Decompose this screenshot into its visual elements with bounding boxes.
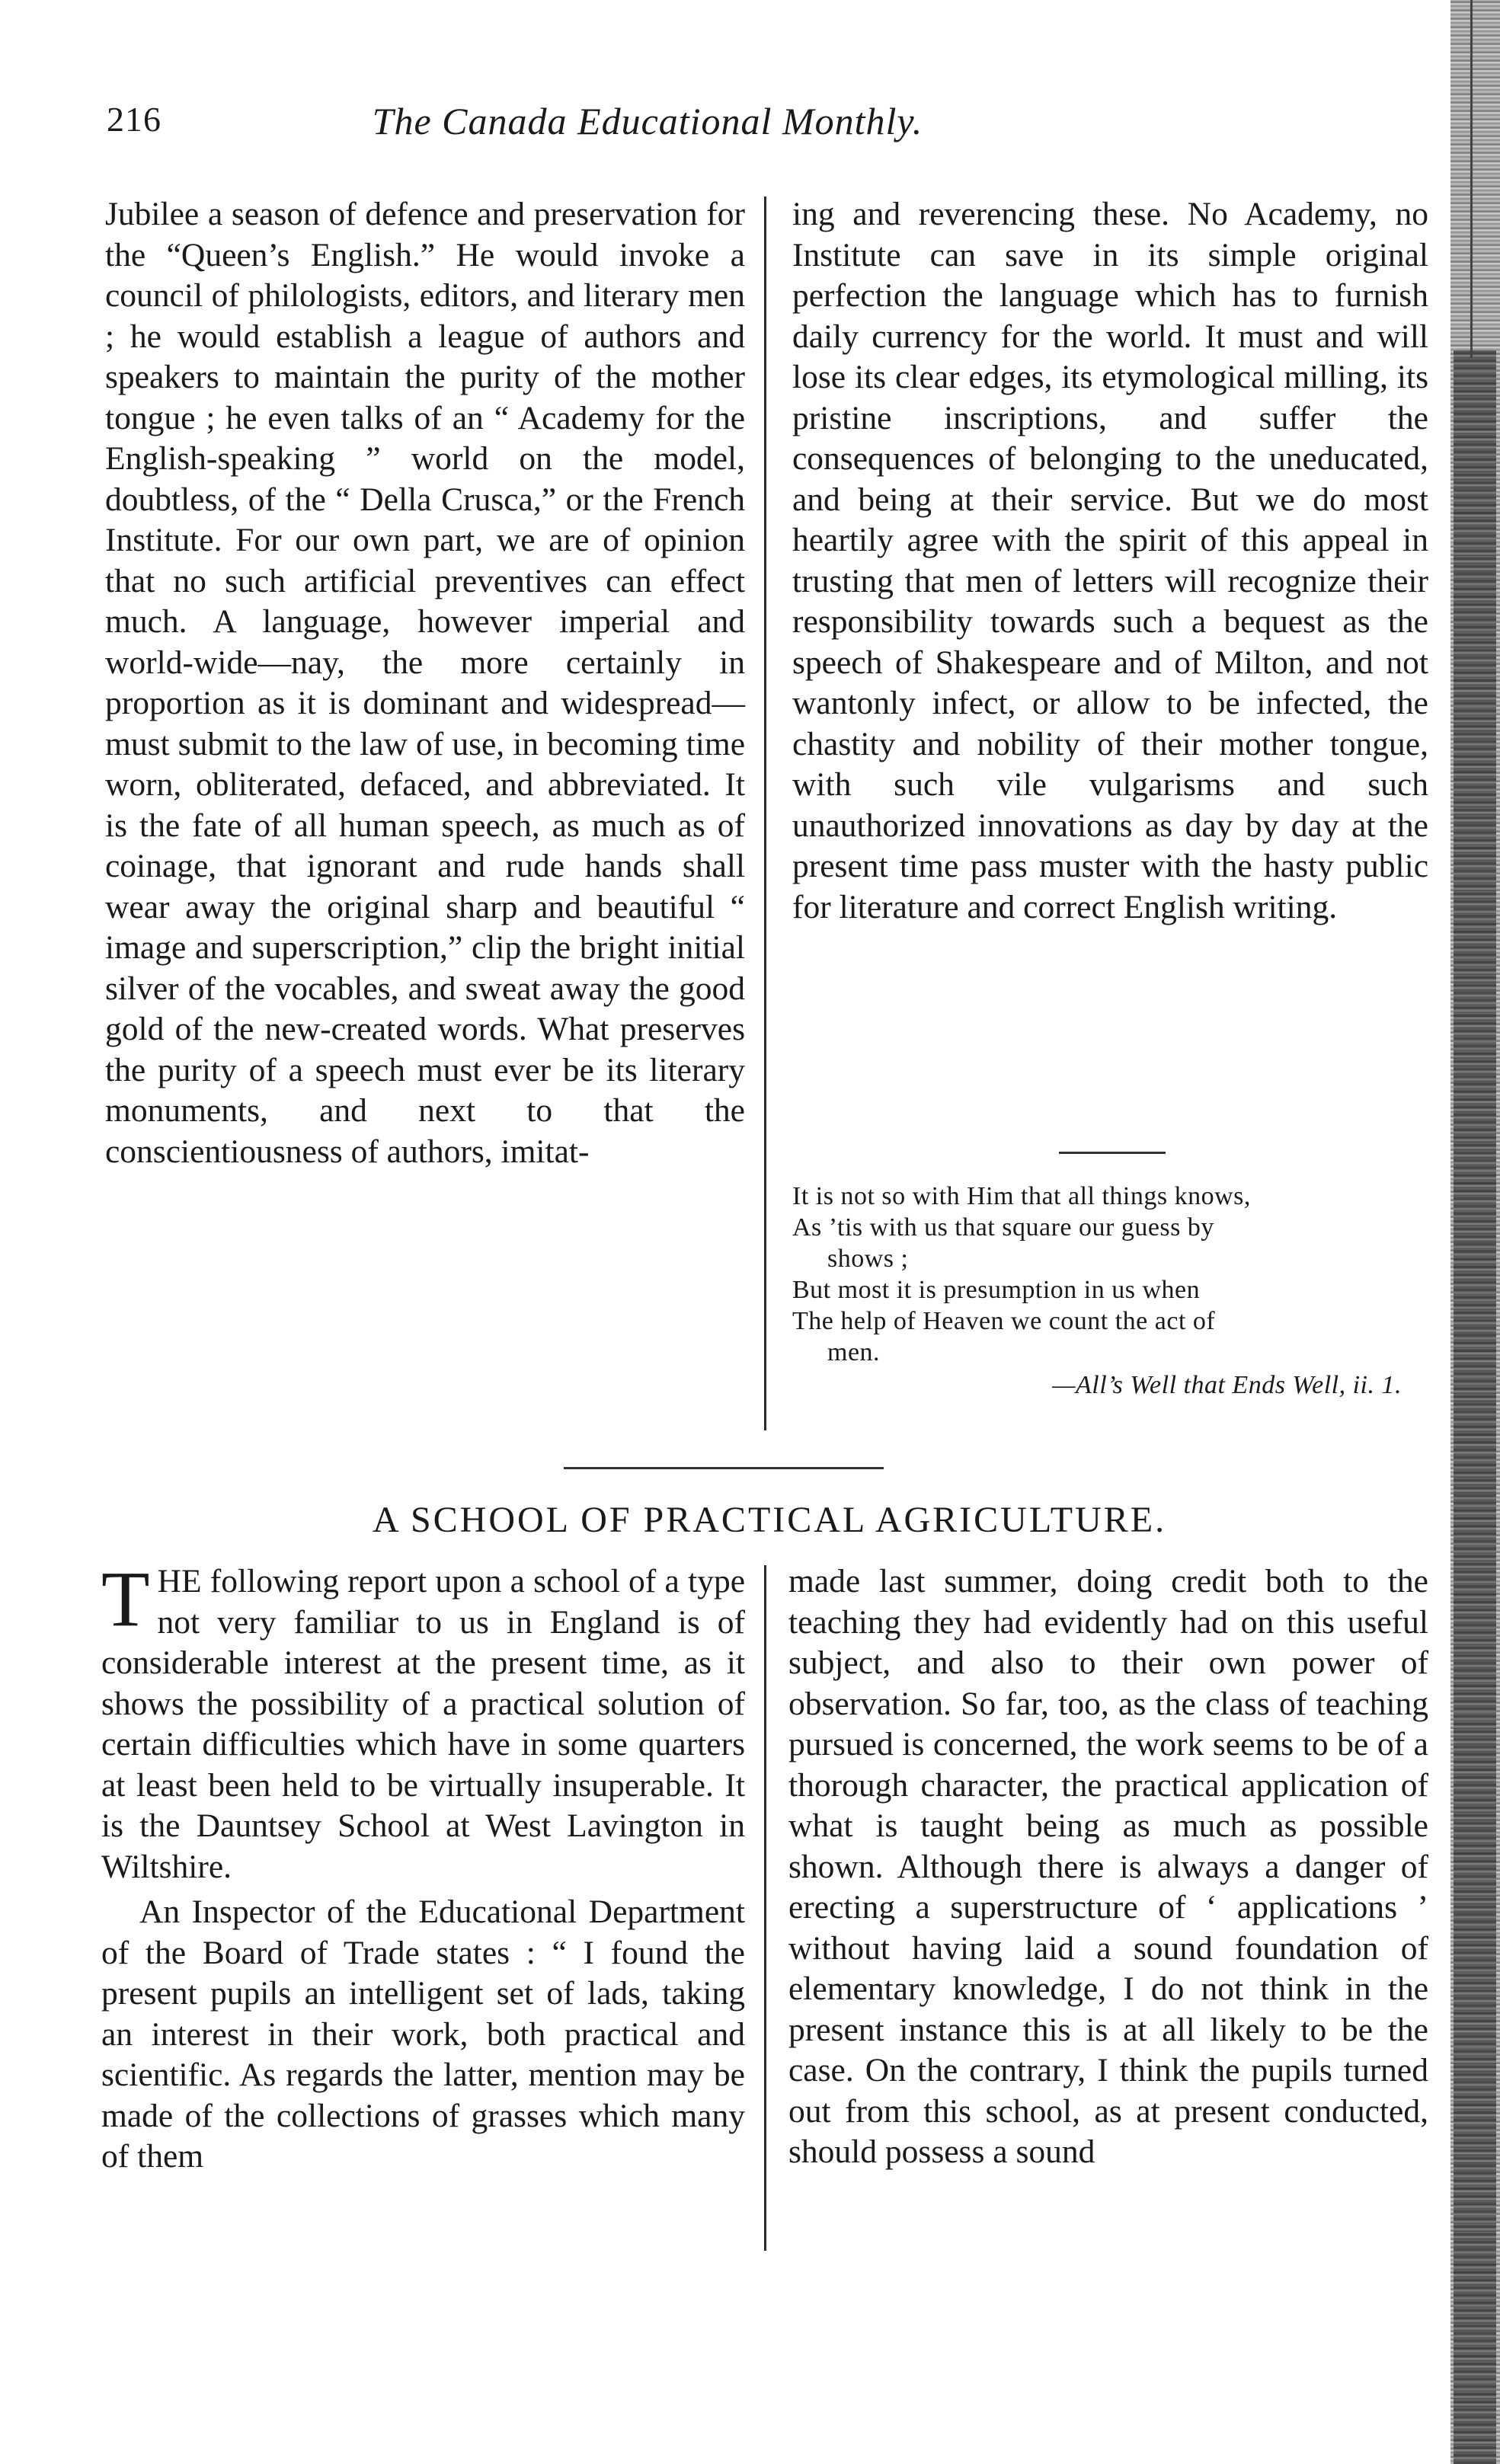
top-right-paragraph: ing and reverencing these. No Academy, no Institute can save in its simple original perfection the language which has to furnish daily currency for the world. It must and will lose its clear edges, its etymological milling, its pristine inscriptions, and suffer the consequences of belonging to the uneducated, and being at their service. But we do most heartily agree with the spirit of this appeal in trusting that men of letters will recognize their responsibility towards such a bequest as the speech of Shakespeare and of Milton, and not wantonly infect, or allow to be infected, the chastity and nobility of their mother tongue, with such vile vulgarisms and such unauthorized innovations as day by day at the present time pass muster with the hasty public for literature and correct English writing. (792, 196, 1428, 925)
page-number: 216 (107, 100, 162, 139)
quote-line: But most it is presumption in us when (792, 1276, 1201, 1304)
quote-line: It is not so with Him that all things knows, (792, 1182, 1251, 1210)
bottom-right-column (788, 1561, 1428, 2173)
drop-cap: T (101, 1555, 150, 1643)
page-edge-line (1470, 0, 1473, 358)
quote-line-continuation: shows ; (827, 1245, 909, 1273)
article-intro-paragraph (101, 1555, 745, 1887)
article-paragraph: An Inspector of the Educational Department of the Board of Trade states : “ I found the present pupils an intelligent set of lads, taking an interest in their work, both practical and scientific. As regards the latter, mention may be made of the collections of grasses which many of them (101, 1894, 745, 2175)
top-left-paragraph: Jubilee a season of defence and preservation for the “Queen’s English.” He would invoke a council of philologists, editors, and literary men ; he would establish a league of authors and speakers to maintain the purity of the mother tongue ; he even talks of an “ Academy for the English-speaking ” world on the model, doubtless, of the “ Della Crusca,” or the French Institute. For our own part, we are of opinion that no such artificial preventives can effect much. A language, however imperial and world-wide—nay, the more certainly in proportion as it is dominant and widespread—must submit to the law of use, in becoming time worn, obliterated, defaced, and abbreviated. It is the fate of all human speech, as much as of coinage, that ignorant and rude hands shall wear away the original sharp and beautiful “ image and superscription,” clip the bright initial silver of the vocables, and sweat away the good gold of the new-created words. What preserves the purity of a speech must ever be its literary monuments, and next to that the conscientiousness of authors, imitat- (105, 196, 745, 1170)
quote-line-continuation: men. (827, 1338, 881, 1366)
top-left-column (105, 194, 745, 1172)
quote-attribution: —All’s Well that Ends Well, ii. 1. (1052, 1371, 1402, 1399)
shakespeare-quotation (792, 1181, 1425, 1401)
bottom-right-paragraph: made last summer, doing credit both to the teaching they had evidently had on this useful subject, and also to their own power of observation. So far, too, as the class of teaching pursued is concerned, the work seems to be of a thorough character, the practical application of what is taught being as much as possible shown. Although there is always a danger of erecting a superstructure of ‘ applications ’ without having laid a sound foundation of elementary knowledge, I do not think in the present instance this is at all likely to be the case. On the contrary, I think the pupils turned out from this school, as at present conducted, should possess a sound (788, 1563, 1428, 2170)
top-right-column (792, 194, 1428, 928)
bottom-left-column (101, 1555, 745, 2178)
top-column-divider (764, 197, 766, 1430)
section-separator-rule (564, 1467, 884, 1469)
section-title: A SCHOOL OF PRACTICAL AGRICULTURE. (372, 1500, 1167, 1540)
bottom-column-divider (764, 1565, 766, 2251)
quote-line: The help of Heaven we count the act of (792, 1307, 1216, 1335)
quote-line: As ’tis with us that square our guess by (792, 1213, 1214, 1242)
page-edge-shadow (1454, 350, 1496, 2464)
page-header (99, 99, 1425, 160)
running-title: The Canada Educational Monthly. (372, 100, 923, 142)
quote-separator-rule (1059, 1152, 1166, 1154)
intro-text: HE following report upon a school of a type not very familiar to us in England is of considerable interest at the present time, as it shows the possibility of a practical solution of certain difficulties which have in some quarters at least been held to be virtually insuperable. It is the Dauntsey School at West Lavington in Wiltshire. (101, 1563, 745, 1885)
